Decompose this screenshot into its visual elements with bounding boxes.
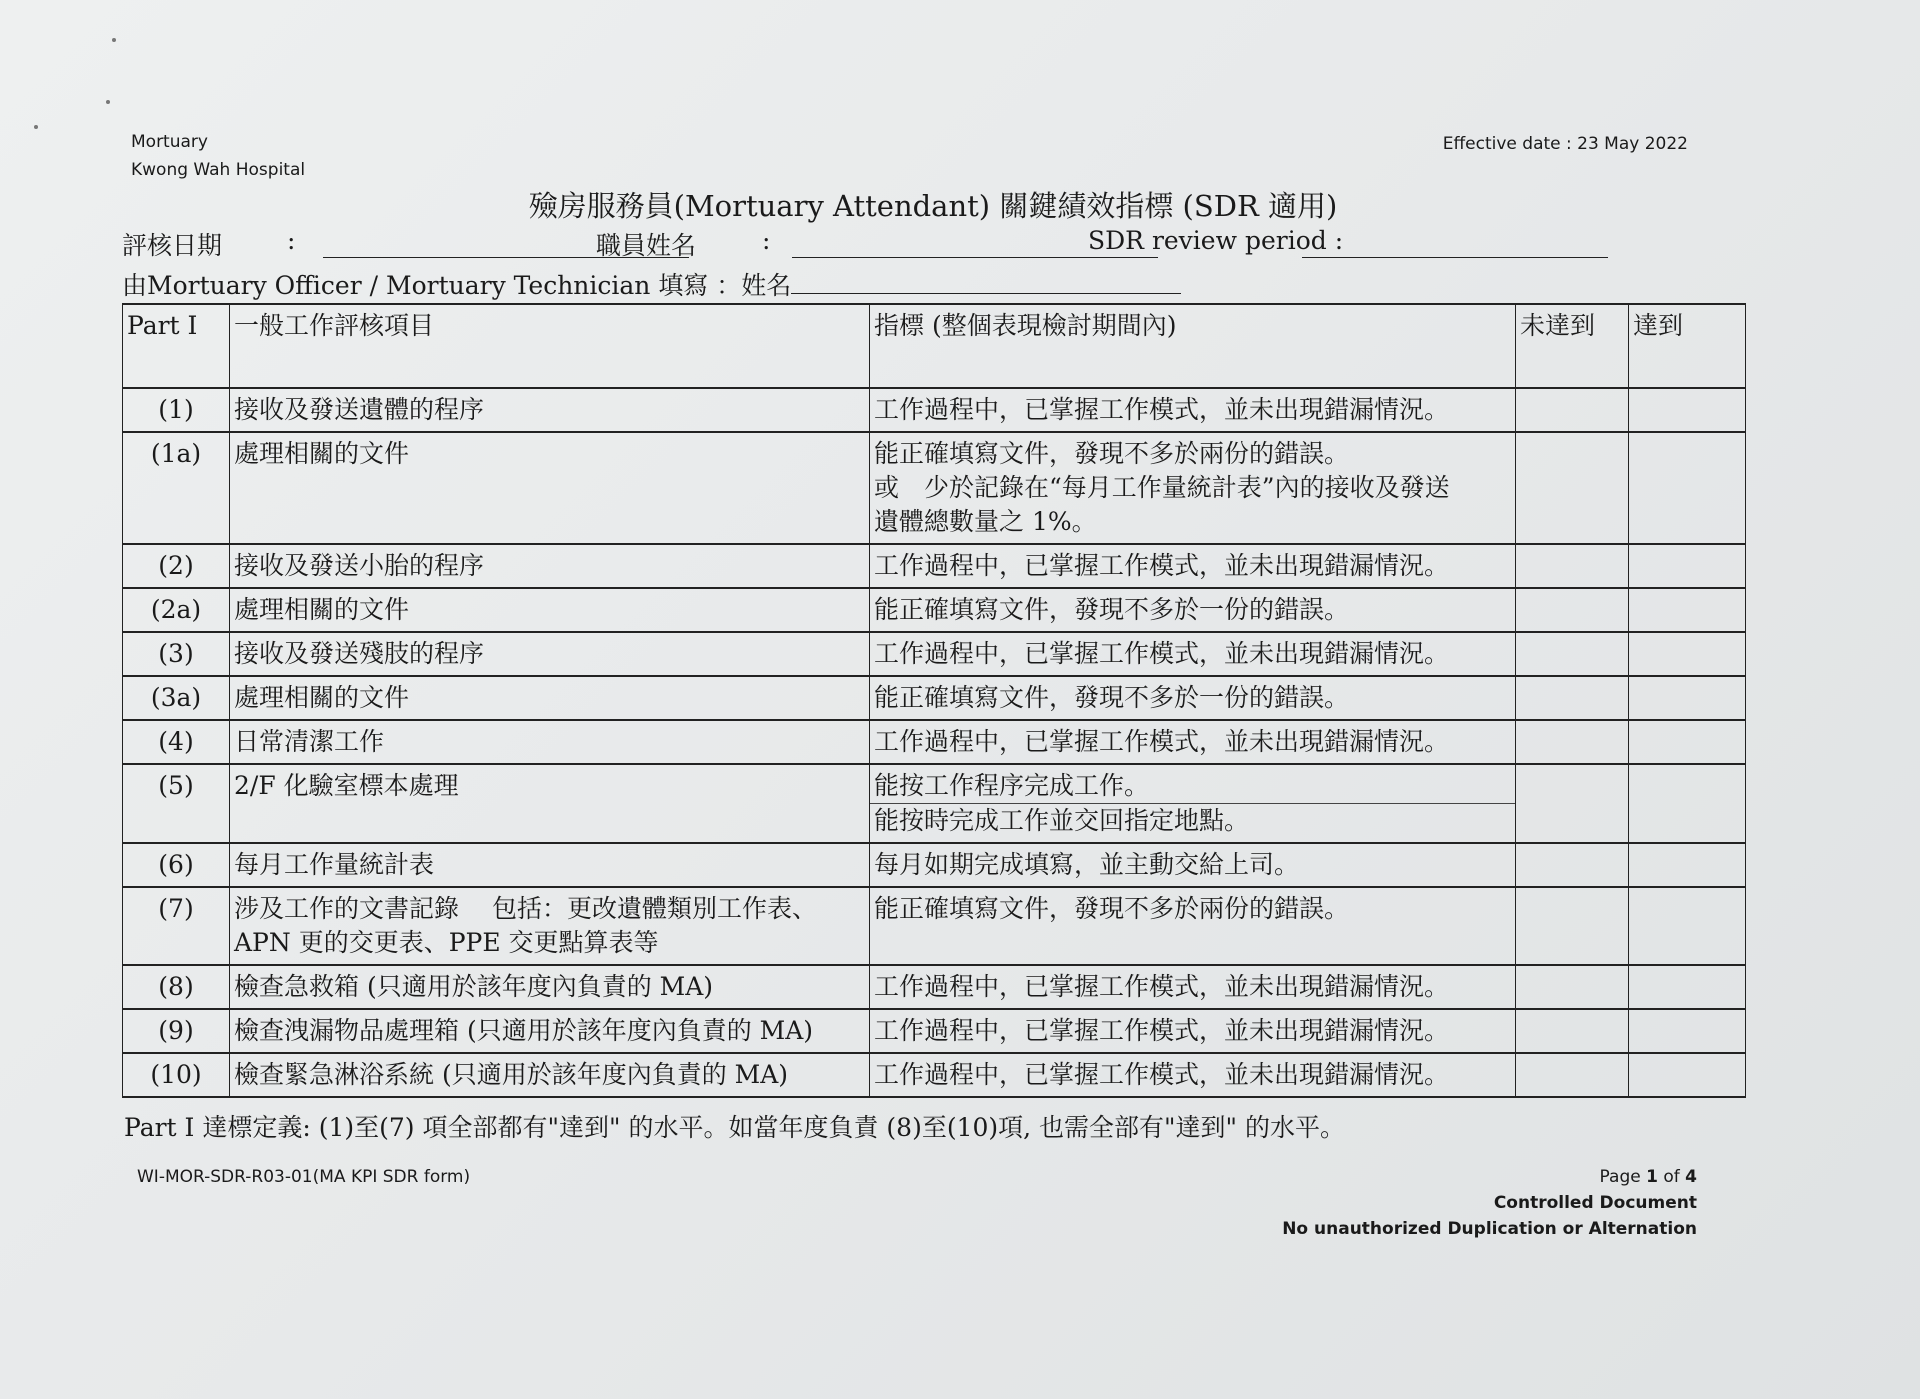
row-number: (1a) [123,432,230,544]
row-number: (3) [123,632,230,676]
row-number: (2) [123,544,230,588]
table-row [123,843,1746,887]
table-row [123,887,1746,965]
met-checkbox[interactable] [1629,544,1746,588]
row-indicator [870,764,1516,843]
row-indicator: 能正確填寫文件，發現不多於一份的錯誤。 [870,676,1516,720]
sdr-period-label: SDR review period : [1088,226,1344,255]
filled-by-row [122,266,1181,302]
row-item: 日常清潔工作 [230,720,870,764]
row-number: (3a) [123,676,230,720]
row-number: (9) [123,1009,230,1053]
row-indicator: 工作過程中，已掌握工作模式，並未出現錯漏情況。 [870,1009,1516,1053]
row-indicator: 工作過程中，已掌握工作模式，並未出現錯漏情況。 [870,720,1516,764]
met-checkbox[interactable] [1629,965,1746,1009]
table-row [123,720,1746,764]
met-checkbox[interactable] [1629,720,1746,764]
table-row [123,588,1746,632]
met-checkbox[interactable] [1629,676,1746,720]
table-row [123,1053,1746,1097]
hospital-name: Kwong Wah Hospital [131,160,306,180]
document-id: WI-MOR-SDR-R03-01(MA KPI SDR form) [137,1167,471,1187]
row-item: 檢查急救箱 (只適用於該年度內負責的 MA) [230,965,870,1009]
staff-name-field[interactable] [792,257,1158,258]
met-checkbox[interactable] [1629,388,1746,432]
row-number: (5) [123,764,230,843]
not-met-checkbox[interactable] [1516,720,1629,764]
page-info [1282,1164,1697,1242]
table-header-row [123,304,1746,388]
row-indicator: 工作過程中，已掌握工作模式，並未出現錯漏情況。 [870,388,1516,432]
row-number: (4) [123,720,230,764]
row-item: 處理相關的文件 [230,588,870,632]
table-row [123,432,1746,544]
row-number: (7) [123,887,230,965]
not-met-checkbox[interactable] [1516,1053,1629,1097]
filler-name-field[interactable] [791,271,1181,294]
page-number: Page 1 of 4 [1599,1167,1697,1187]
row-indicator: 工作過程中，已掌握工作模式，並未出現錯漏情況。 [870,632,1516,676]
row-indicator: 每月如期完成填寫，並主動交給上司。 [870,843,1516,887]
not-met-checkbox[interactable] [1516,432,1629,544]
department-block [131,128,305,184]
row-item: 2/F 化驗室標本處理 [230,764,870,843]
row-item: 處理相關的文件 [230,676,870,720]
row-indicator: 工作過程中，已掌握工作模式，並未出現錯漏情況。 [870,1053,1516,1097]
row-number: (6) [123,843,230,887]
row-number: (1) [123,388,230,432]
table-row [123,1009,1746,1053]
table-row [123,544,1746,588]
row-item: 處理相關的文件 [230,432,870,544]
indicator-line: 能按工作程序完成工作。 [874,771,1150,800]
row-item: 每月工作量統計表 [230,843,870,887]
department-name: Mortuary [131,132,208,152]
header-part: Part Ⅰ [123,304,230,388]
not-met-checkbox[interactable] [1516,588,1629,632]
not-met-checkbox[interactable] [1516,764,1629,843]
table-row [123,388,1746,432]
met-checkbox[interactable] [1629,1053,1746,1097]
pass-definition: Part I 達標定義: (1)至(7) 項全部都有"達到" 的水平。如當年度負責 (8)至(10)項, 也需全部有"達到" 的水平。 [124,1113,1345,1142]
form-fields-row [122,226,1622,260]
not-met-checkbox[interactable] [1516,965,1629,1009]
header-met: 達到 [1629,304,1746,388]
header-indicator: 指標 (整個表現檢討期間內) [870,304,1516,388]
effective-date: Effective date : 23 May 2022 [1442,134,1688,154]
row-indicator: 能正確填寫文件，發現不多於兩份的錯誤。 [870,887,1516,965]
row-indicator: 工作過程中，已掌握工作模式，並未出現錯漏情況。 [870,544,1516,588]
row-item: 接收及發送殘肢的程序 [230,632,870,676]
form-title: 殮房服務員(Mortuary Attendant) 關鍵績效指標 (SDR 適用) [528,189,1338,223]
table-row [123,676,1746,720]
not-met-checkbox[interactable] [1516,544,1629,588]
staff-name-label: 職員姓名 [596,231,697,260]
review-date-label: 評核日期 [122,231,223,260]
header-item: 一般工作評核項目 [230,304,870,388]
table-row [123,965,1746,1009]
indicator-line: 能按時完成工作並交回指定地點。 [870,803,1515,838]
indicator-line: 能正確填寫文件，發現不多於兩份的錯誤。 [874,439,1350,468]
speck [112,38,116,42]
row-indicator [870,432,1516,544]
table-row [123,632,1746,676]
row-item: 檢查緊急淋浴系統 (只適用於該年度內負責的 MA) [230,1053,870,1097]
not-met-checkbox[interactable] [1516,632,1629,676]
not-met-checkbox[interactable] [1516,676,1629,720]
colon: : [762,226,771,255]
duplication-notice: No unauthorized Duplication or Alternation [1282,1219,1697,1239]
speck [34,125,38,129]
not-met-checkbox[interactable] [1516,843,1629,887]
met-checkbox[interactable] [1629,843,1746,887]
row-number: (2a) [123,588,230,632]
met-checkbox[interactable] [1629,1009,1746,1053]
row-indicator: 工作過程中，已掌握工作模式，並未出現錯漏情況。 [870,965,1516,1009]
table-row [123,764,1746,843]
met-checkbox[interactable] [1629,764,1746,843]
met-checkbox[interactable] [1629,887,1746,965]
met-checkbox[interactable] [1629,632,1746,676]
colon: : [287,226,296,255]
row-item: 檢查洩漏物品處理箱 (只適用於該年度內負責的 MA) [230,1009,870,1053]
controlled-document-notice: Controlled Document [1493,1193,1697,1213]
row-indicator: 能正確填寫文件，發現不多於一份的錯誤。 [870,588,1516,632]
row-item: 涉及工作的文書記錄 包括：更改遺體類別工作表、APN 更的交更表、PPE 交更點算表等 [230,887,870,965]
filled-by-label: 由Mortuary Officer / Mortuary Technician 填寫 ：姓名 [122,271,792,300]
not-met-checkbox[interactable] [1516,887,1629,965]
met-checkbox[interactable] [1629,588,1746,632]
kpi-table [122,303,1746,1098]
speck [106,100,110,104]
row-number: (10) [123,1053,230,1097]
not-met-checkbox[interactable] [1516,1009,1629,1053]
row-number: (8) [123,965,230,1009]
indicator-line: 或 少於記錄在“每月工作量統計表”內的接收及發送 [874,473,1450,502]
header-not-met: 未達到 [1516,304,1629,388]
sdr-period-field[interactable] [1302,257,1608,258]
indicator-line: 遺體總數量之 1%。 [874,507,1097,536]
row-item: 接收及發送小胎的程序 [230,544,870,588]
not-met-checkbox[interactable] [1516,388,1629,432]
met-checkbox[interactable] [1629,432,1746,544]
row-item: 接收及發送遺體的程序 [230,388,870,432]
